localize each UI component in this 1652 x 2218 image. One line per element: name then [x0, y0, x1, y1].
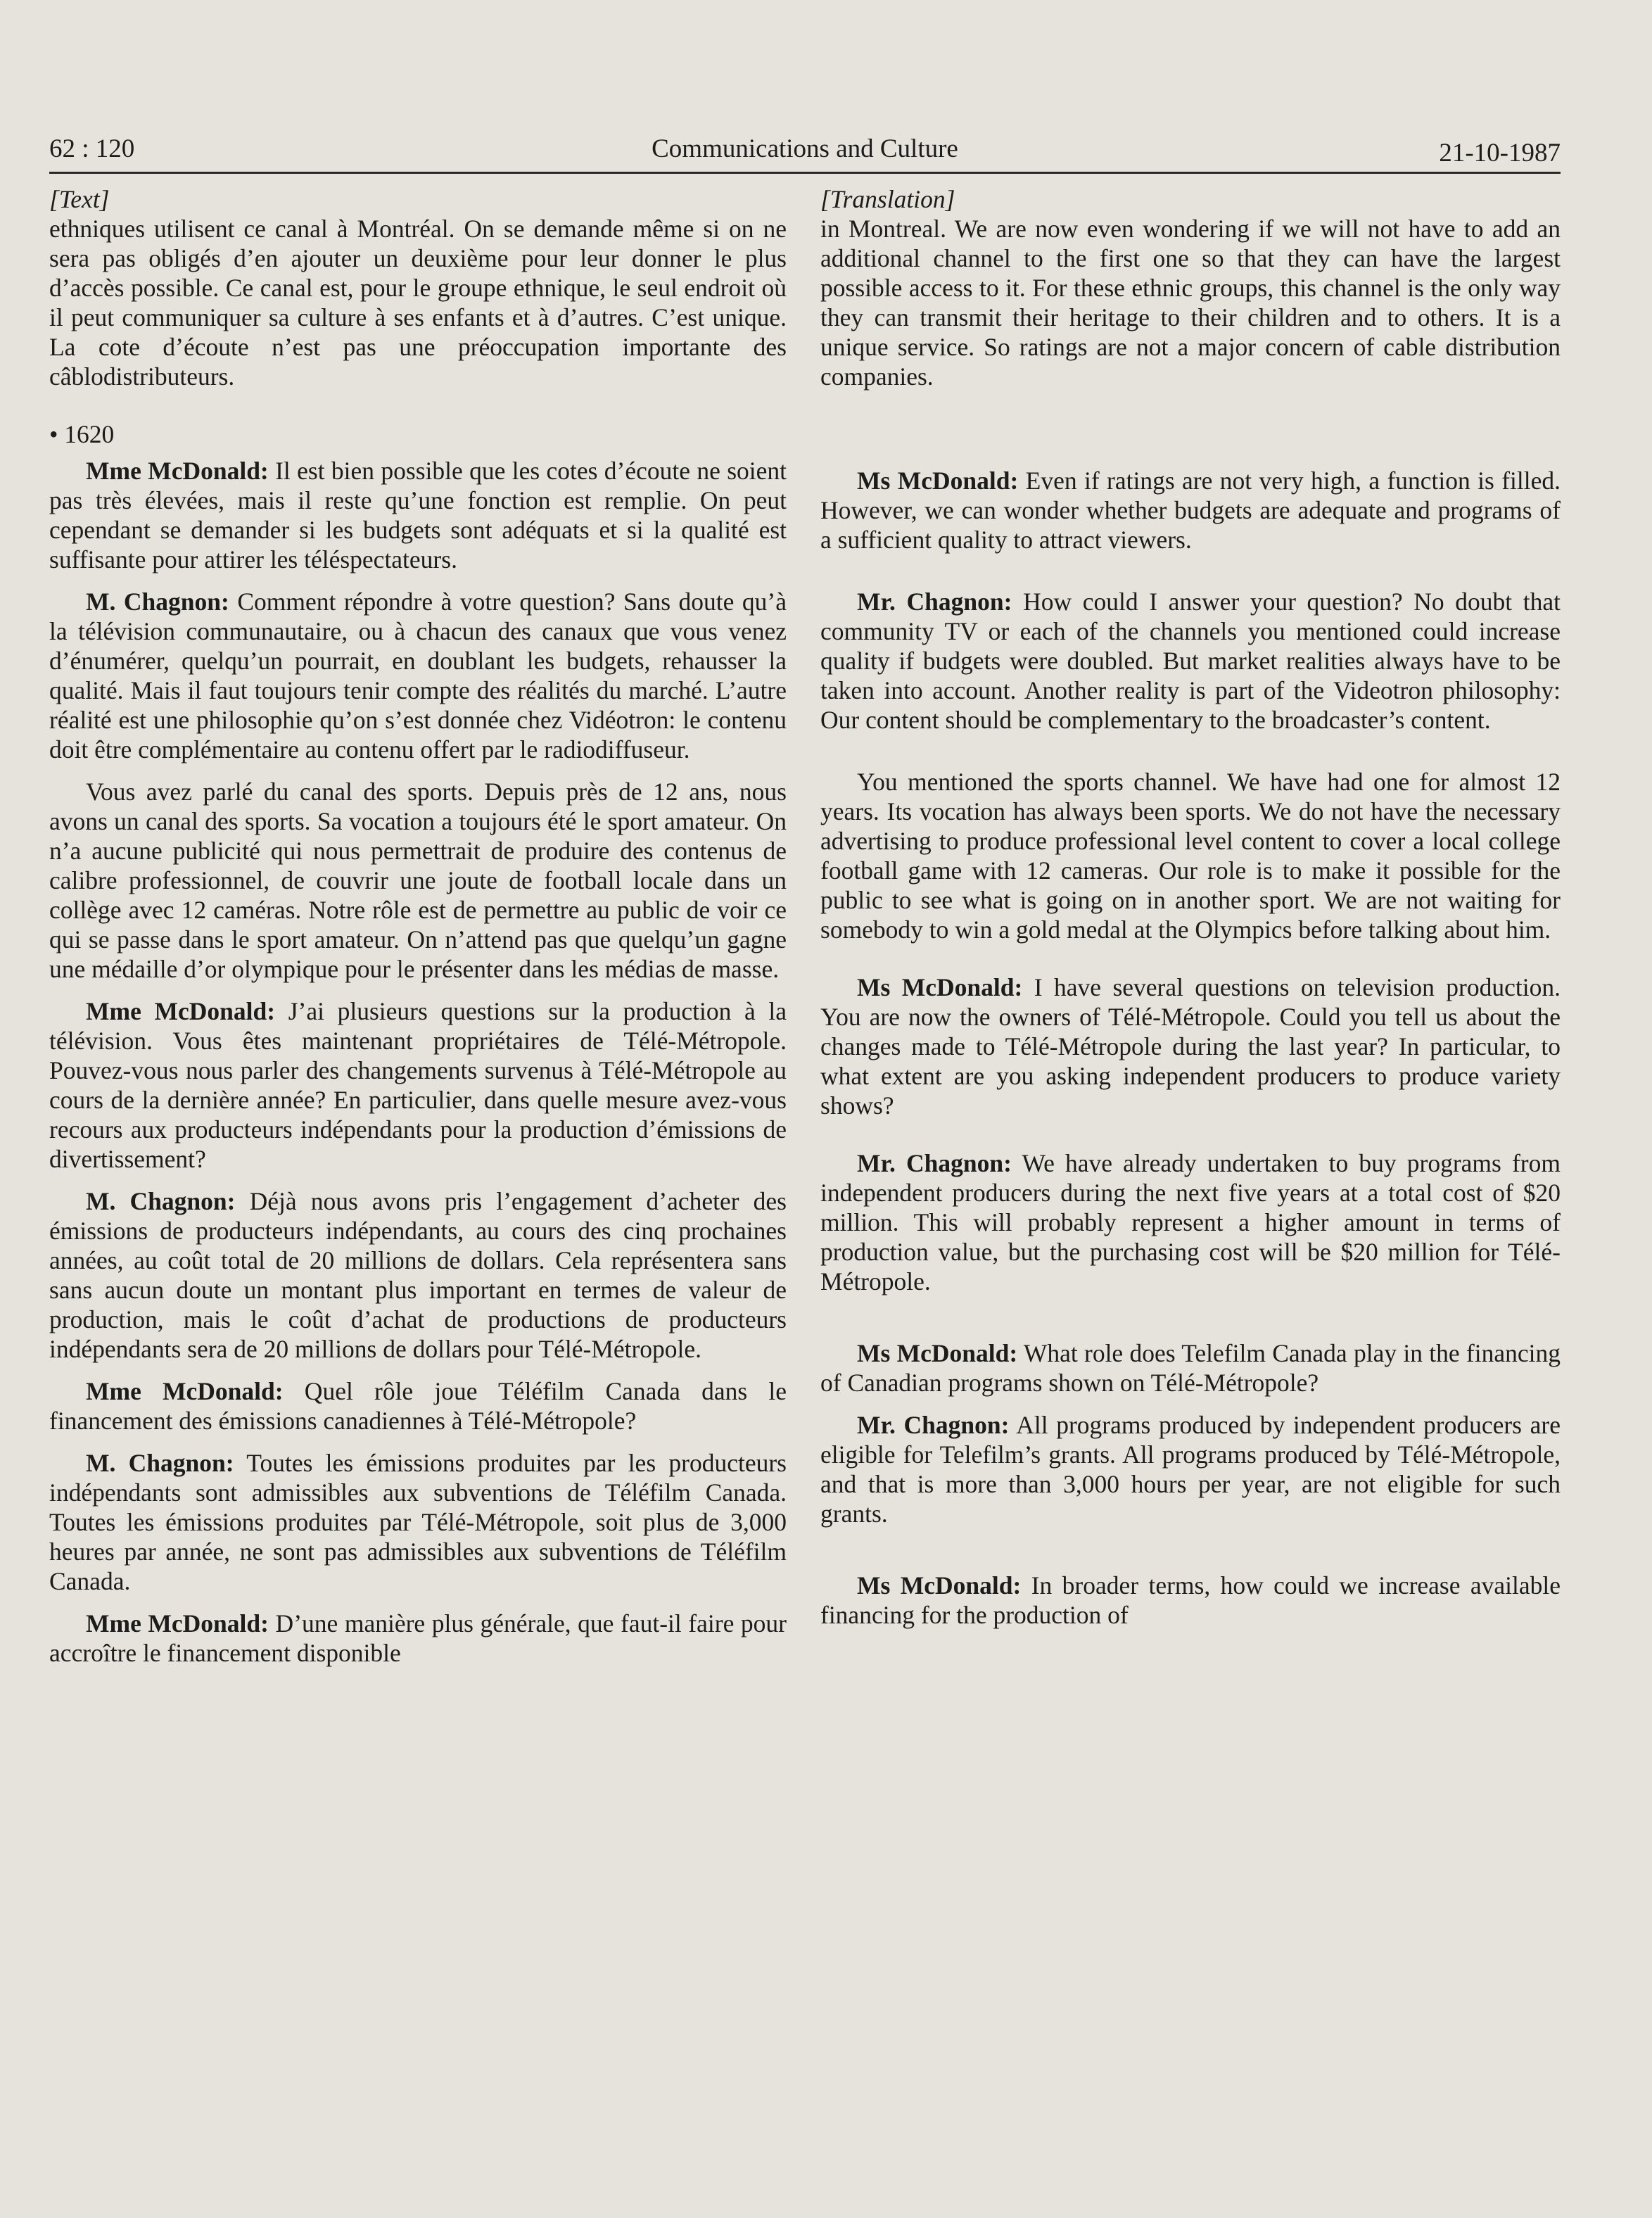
speaker-name: Mme McDonald:: [86, 1377, 284, 1405]
speech-text: Déjà nous avons pris l’engagement d’acheter des émissions de producteurs indépendants, au cours des cinq prochaines années, au coût total de 20 millions de dollars. Cela représentera sans sans aucun doute un montant plus important en termes de valeur de production, mais le coût d’achat de productions de producteurs indépendants sera de 20 millions de dollars pour Télé-Métropole.: [49, 1187, 787, 1363]
text-tag: [Text]: [49, 185, 110, 213]
paragraph: You mentioned the sports channel. We have had one for almost 12 years. Its vocation has always been sports. We do not have the necessary advertising to produce professional level content to cover a local college football game with 12 cameras. Our role is to make it possible for the public to see what is going on in another sport. We are not waiting for somebody to win a gold medal at the Olympics before talking about him.: [820, 768, 1561, 944]
speaker-name: Mme McDonald:: [86, 997, 276, 1025]
speaker-name: Ms McDonald:: [857, 1571, 1022, 1599]
speech-text: D’une manière plus générale, que faut-il faire pour accroître le financement disponible: [49, 1609, 787, 1667]
french-column: [49, 184, 787, 1668]
paragraph: [820, 1410, 1561, 1528]
page-number: 62 : 120: [49, 134, 135, 163]
speech-text: In broader terms, how could we increase available financing for the production of: [820, 1571, 1561, 1629]
english-column: [820, 184, 1561, 1630]
page-header: [49, 128, 1561, 170]
paragraph: Vous avez parlé du canal des sports. Depuis près de 12 ans, nous avons un canal des sports. Sa vocation a toujours été le sport amateur. On n’a aucune publicité qui nous permettrait de produire des contenus de calibre professionnel, de couvrir une joute de football locale dans un collège avec 12 caméras. Notre rôle est de permettre au public de voir ce qui se passe dans le sport amateur. On n’attend pas que quelqu’un gagne une médaille d’or olympique pour le présenter dans les médias de masse.: [49, 778, 787, 983]
paragraph: [49, 1376, 787, 1436]
speech-text: What role does Telefilm Canada play in the financing of Canadian programs shown on Télé-Métropole?: [820, 1339, 1561, 1397]
speaker-name: Mr. Chagnon:: [857, 1149, 1012, 1177]
paragraph: [49, 1609, 787, 1668]
speech-text: Toutes les émissions produites par les producteurs indépendants sont admissibles aux subventions de Téléfilm Canada. Toutes les émissions produites par Télé-Métropole, soit plus de 3,000 heures par année, ne sont pas admissibles aux subventions de Téléfilm Canada.: [49, 1449, 787, 1595]
speech-text: Quel rôle joue Téléfilm Canada dans le financement des émissions canadiennes à Télé-Métropole?: [49, 1377, 787, 1435]
speech-text: J’ai plusieurs questions sur la production à la télévision. Vous êtes maintenant propriétaires de Télé-Métropole. Pouvez-vous nous parler des changements survenus à Télé-Métropole au cours de la dernière année? En particulier, dans quelle mesure avez-vous recours aux producteurs indépendants pour la production d’émissions de divertissement?: [49, 997, 787, 1173]
paragraph: ethniques utilisent ce canal à Montréal. On se demande même si on ne sera pas obligés d’en ajouter un deuxième pour leur donner le plus d’accès possible. Ce canal est, pour le groupe ethnique, le seul endroit où il peut communiquer sa culture à ses enfants et à d’autres. C’est unique. La cote d’écoute n’est pas une préoccupation importante des câblodistributeurs.: [49, 215, 787, 391]
time-marker: • 1620: [49, 420, 115, 448]
speaker-name: Ms McDonald:: [857, 467, 1019, 495]
speech-text: All programs produced by independent producers are eligible for Telefilm’s grants. All programs produced by Télé-Métropole, and that is more than 3,000 hours per year, are not eligible for such grants.: [820, 1411, 1561, 1528]
paragraph: [820, 1571, 1561, 1630]
speaker-name: M. Chagnon:: [86, 588, 229, 616]
committee-title: Communications and Culture: [652, 134, 958, 163]
speech-text: Il est bien possible que les cotes d’écoute ne soient pas très élevées, mais il reste qu’une fonction est remplie. On peut cependant se demander si les budgets sont adéquats et si la qualité est suffisante pour attirer les téléspectateurs.: [49, 457, 787, 573]
paragraph: [820, 1148, 1561, 1296]
speaker-name: M. Chagnon:: [86, 1449, 234, 1477]
speech-text: I have several questions on television production. You are now the owners of Télé-Métropole. Could you tell us about the changes made to Télé-Métropole during the last year? In particular, to what extent are you asking independent producers to produce variety shows?: [820, 973, 1561, 1120]
speaker-name: Ms McDonald:: [857, 973, 1023, 1001]
paragraph: [820, 466, 1561, 554]
speech-text: Comment répondre à votre question? Sans doute qu’à la télévision communautaire, ou à chacun des canaux que vous venez d’énumérer, quelqu’un pourrait, en doublant les budgets, rehausser la qualité. Mais il faut toujours tenir compte des réalités du marché. L’autre réalité est une philosophie qu’on s’est donnée chez Vidéotron: le contenu doit être complémentaire au contenu offert par le radiodiffuseur.: [49, 588, 787, 763]
paragraph: [49, 587, 787, 764]
paragraph: [820, 1338, 1561, 1398]
paragraph: [49, 1448, 787, 1596]
speaker-name: Mme McDonald:: [86, 1609, 269, 1637]
speaker-name: Mr. Chagnon:: [857, 588, 1012, 616]
paragraph: [49, 1186, 787, 1364]
speech-text: We have already undertaken to buy programs from independent producers during the next five years at a total cost of $20 million. This will probably represent a higher amount in terms of production value, but the purchasing cost will be $20 million for Télé-Métropole.: [820, 1149, 1561, 1295]
paragraph: [820, 587, 1561, 735]
paragraph: [49, 996, 787, 1174]
page-date: 21-10-1987: [1439, 139, 1561, 167]
translation-tag: [Translation]: [820, 185, 955, 213]
speech-text: How could I answer your question? No doubt that community TV or each of the channels you mentioned could increase quality if budgets were doubled. But market realities always have to be taken into account. Another reality is part of the Videotron philosophy: Our content should be complementary to the broadcaster’s content.: [820, 588, 1561, 734]
speaker-name: Mme McDonald:: [86, 457, 269, 485]
header-rule: [49, 172, 1561, 174]
paragraph: [49, 456, 787, 574]
speaker-name: M. Chagnon:: [86, 1187, 236, 1215]
paragraph: in Montreal. We are now even wondering if we will not have to add an additional channel to the first one so that they can have the largest possible access to it. For these ethnic groups, this channel is the only way they can transmit their heritage to their children and to others. It is a unique service. So ratings are not a major concern of cable distribution companies.: [820, 215, 1561, 391]
speech-text: Even if ratings are not very high, a function is filled. However, we can wonder whether budgets are adequate and programs of a sufficient quality to attract viewers.: [820, 467, 1561, 554]
speaker-name: Mr. Chagnon:: [857, 1411, 1010, 1439]
paragraph: [820, 972, 1561, 1120]
speaker-name: Ms McDonald:: [857, 1339, 1018, 1367]
